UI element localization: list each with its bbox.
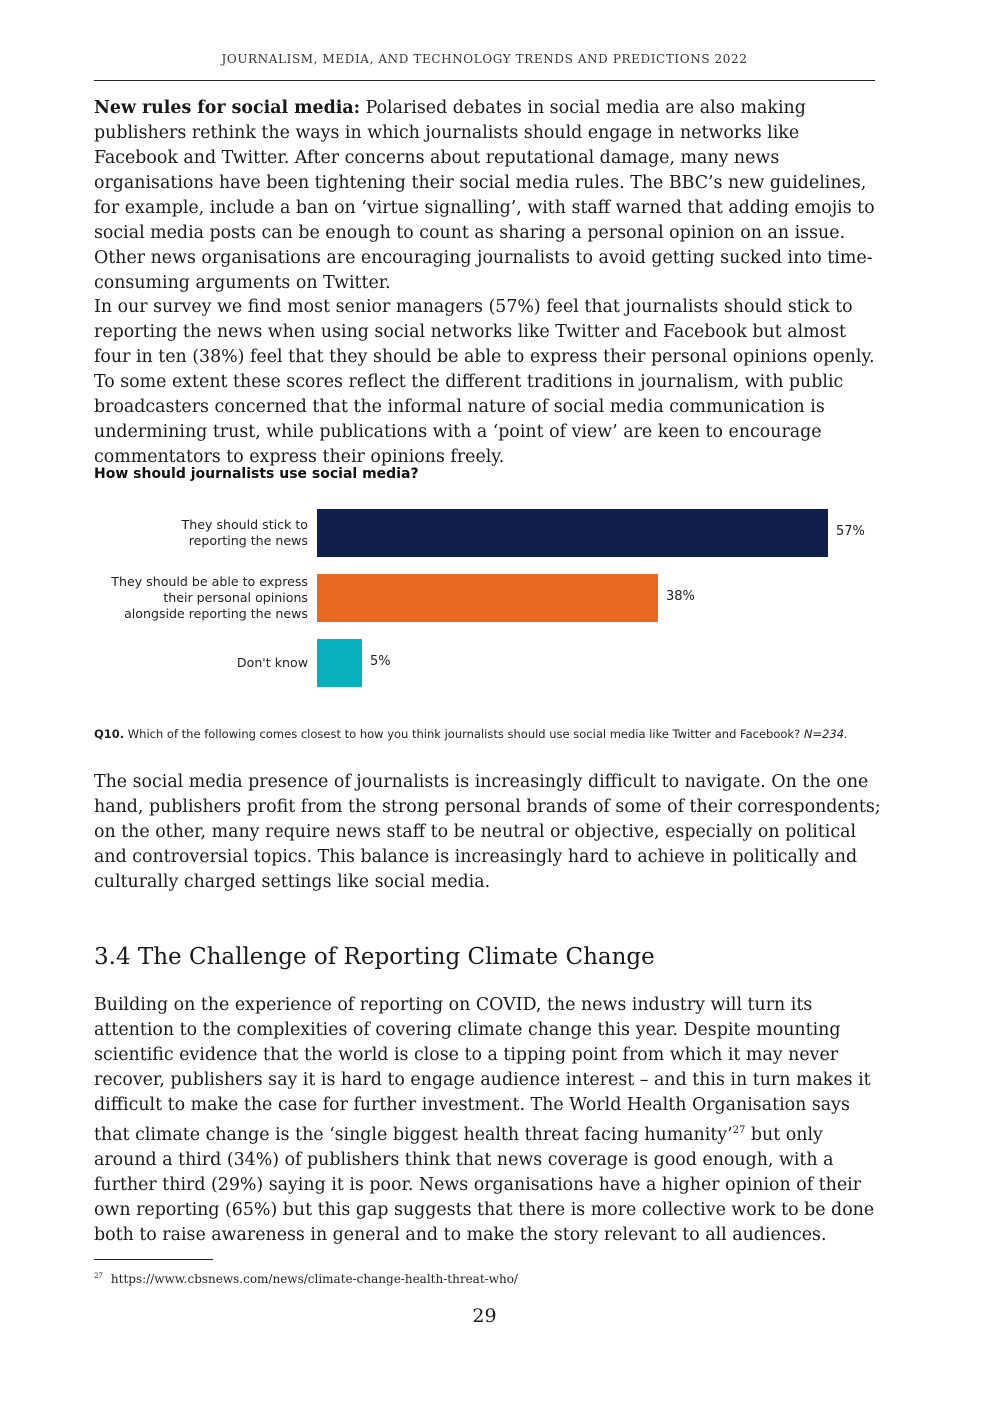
paragraph-lead-in: New rules for social media: (94, 98, 361, 118)
paragraph-text-end: but only around a third (34%) of publishers think that news coverage is good enough, with a further third (29%) saying it is poor. News organisations have a higher opinion of their own reporting (65%) but this gap suggests that there is more collective work to be done both to raise awareness in general and to make the story relevant to all audiences. (94, 1124, 875, 1245)
bar-category-label: They should be able to express their personal opinions alongside reporting the news (111, 574, 308, 621)
bar-value-label: 38% (666, 589, 695, 604)
header-divider (94, 80, 875, 81)
page-number: 29 (472, 1305, 497, 1327)
running-header: JOURNALISM, MEDIA, AND TECHNOLOGY TRENDS AND PREDICTIONS 2022 (221, 52, 748, 66)
paragraph-survey-findings: In our survey we find most senior managers (57%) feel that journalists should stick to reporting the news when using social networks like Twitter and Facebook but almost four in ten (38%) feel that they should be able to express their personal opinions openly. To some extent these scores reflect the different traditions in journalism, with public broadcasters concerned that the informal nature of social media communication is undermining trust, while publications with a ‘point of view’ are keen to encourage commentators to express their opinions freely. (94, 297, 875, 467)
sample-size: N=234. (803, 727, 848, 741)
footnote-divider (94, 1259, 213, 1260)
question-text: Which of the following comes closest to how you think journalists should use social media like Twitter and Facebook? (124, 727, 804, 741)
footnote-reference[interactable]: 27 (732, 1125, 746, 1136)
bar (317, 574, 658, 622)
bar-category-label: They should stick to reporting the news (181, 517, 308, 548)
bar-value-label: 5% (370, 654, 391, 669)
bar-chart (94, 500, 894, 700)
paragraph-text-start: Building on the experience of reporting on COVID, the news industry will turn its attention to the complexities of covering climate change this year. Despite mounting scientific evidence that the world is close to a tipping point from which it may never recover, publishers say it is hard to engage audience interest – and this in turn makes it difficult to make the case for further investment. The World Health Organisation says that climate change is the ‘single biggest health threat facing humanity’ (94, 995, 871, 1145)
chart-source-note (94, 727, 894, 741)
bar (317, 639, 362, 687)
paragraph-body: Polarised debates in social media are also making publishers rethink the ways in which journalists should engage in networks like Facebook and Twitter. After concerns about reputational damage, many news organisations have been tightening their social media rules. The BBC’s new guidelines, for example, include a ban on ‘virtue signalling’, with staff warned that adding emojis to social media posts can be enough to count as sharing a personal opinion on an issue. Other news organisations are encouraging journalists to avoid getting sucked into time-consuming arguments on Twitter. (94, 98, 875, 293)
paragraph-climate-change (94, 993, 884, 1248)
question-id: Q10. (94, 727, 125, 741)
footnote (94, 1272, 518, 1286)
footnote-link[interactable]: https://www.cbsnews.com/news/climate-change-health-threat-who/ (110, 1272, 518, 1286)
chart-title: How should journalists use social media? (94, 466, 419, 482)
paragraph-social-presence: The social media presence of journalists is increasingly difficult to navigate. On the one hand, publishers profit from the strong personal brands of some of their correspondents; on the other, many require news staff to be neutral or objective, especially on political and controversial topics. This balance is increasingly hard to achieve in politically and culturally charged settings like social media. (94, 772, 881, 892)
bar-value-label: 57% (836, 524, 865, 539)
footnote-number: 27 (94, 1272, 103, 1280)
section-heading: 3.4 The Challenge of Reporting Climate Change (94, 944, 655, 970)
paragraph-social-media-rules (94, 96, 884, 296)
bar (317, 509, 828, 557)
bar-category-label: Don't know (236, 655, 308, 670)
